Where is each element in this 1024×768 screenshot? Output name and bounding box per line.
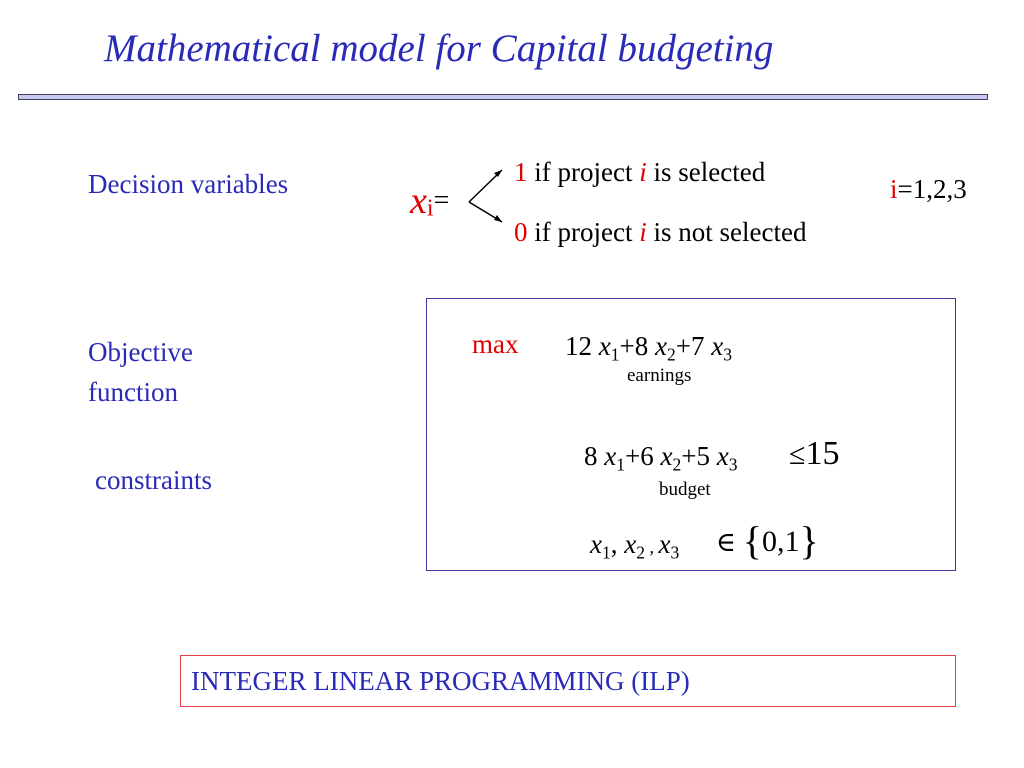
con-coef-2: +6	[625, 441, 661, 471]
max-label: max	[472, 329, 519, 359]
case1-text-a: if project	[527, 157, 640, 187]
case0-text-b: is not selected	[646, 217, 807, 247]
decision-variables-label: Decision variables	[88, 169, 289, 199]
branch-arrows-icon	[466, 164, 512, 228]
title-divider	[18, 94, 988, 100]
leq-rhs	[789, 432, 839, 477]
obj-coef-3: +7	[675, 331, 712, 361]
dom-sep-2: ,	[645, 537, 659, 557]
decision-equals: =	[433, 185, 450, 216]
objective-label-line2: function	[88, 377, 178, 407]
set-values: 0,1	[761, 524, 800, 558]
obj-sub-3: 3	[723, 344, 732, 365]
dom-var-3: x	[658, 529, 671, 559]
case1-text-b: is selected	[646, 157, 766, 187]
range-values: =1,2,3	[897, 174, 967, 204]
obj-coef-2: +8	[619, 331, 655, 361]
dom-sub-2: 2	[636, 542, 645, 563]
con-var-1: x	[604, 441, 617, 471]
leq-symbol: ≤	[789, 438, 806, 471]
case1-index: i	[639, 157, 647, 187]
domain-constraint	[590, 524, 679, 567]
con-coef-1: 8	[584, 441, 605, 471]
dom-var-1: x	[590, 529, 602, 559]
case-not-selected	[514, 212, 806, 252]
case-selected	[514, 152, 765, 192]
case0-index: i	[639, 217, 647, 247]
ilp-label: INTEGER LINEAR PROGRAMMING (ILP)	[191, 666, 690, 696]
constraints-label: constraints	[95, 465, 212, 495]
con-var-3: x	[716, 441, 729, 471]
con-sub-2: 2	[672, 454, 682, 475]
case1-value: 1	[514, 157, 528, 187]
con-sub-3: 3	[728, 454, 738, 475]
budget-label: budget	[659, 479, 711, 500]
right-brace-icon: }	[799, 518, 819, 563]
objective-label-line1: Objective	[88, 337, 193, 367]
ilp-box	[180, 655, 956, 707]
obj-coef-1: 12	[565, 331, 599, 361]
dom-sub-1: 1	[601, 542, 611, 563]
case0-text-a: if project	[527, 217, 640, 247]
budget-limit: 15	[805, 435, 840, 472]
obj-sub-1: 1	[610, 344, 620, 365]
decision-var-subscript: i	[426, 195, 434, 222]
obj-var-3: x	[711, 331, 724, 361]
set-membership	[716, 519, 819, 564]
decision-variable-symbol	[410, 176, 449, 226]
slide-title: Mathematical model for Capital budgeting	[104, 27, 774, 70]
dom-sub-3: 3	[670, 542, 680, 563]
decision-var: x	[410, 180, 427, 223]
obj-sub-2: 2	[666, 344, 676, 365]
dom-var-2: x	[624, 529, 637, 559]
index-range	[890, 169, 967, 209]
con-sub-1: 1	[616, 454, 625, 475]
case0-value: 0	[514, 217, 528, 247]
element-of-symbol: ∈	[716, 526, 736, 557]
dom-sep-1: ,	[610, 529, 625, 559]
left-brace-icon: {	[742, 518, 762, 563]
con-var-2: x	[660, 441, 673, 471]
budget-constraint	[584, 436, 737, 476]
range-index: i	[890, 174, 898, 204]
earnings-label: earnings	[627, 365, 692, 386]
objective-expression	[565, 326, 732, 366]
con-coef-3: +5	[681, 441, 717, 471]
obj-var-2: x	[654, 331, 667, 361]
obj-var-1: x	[598, 331, 611, 361]
